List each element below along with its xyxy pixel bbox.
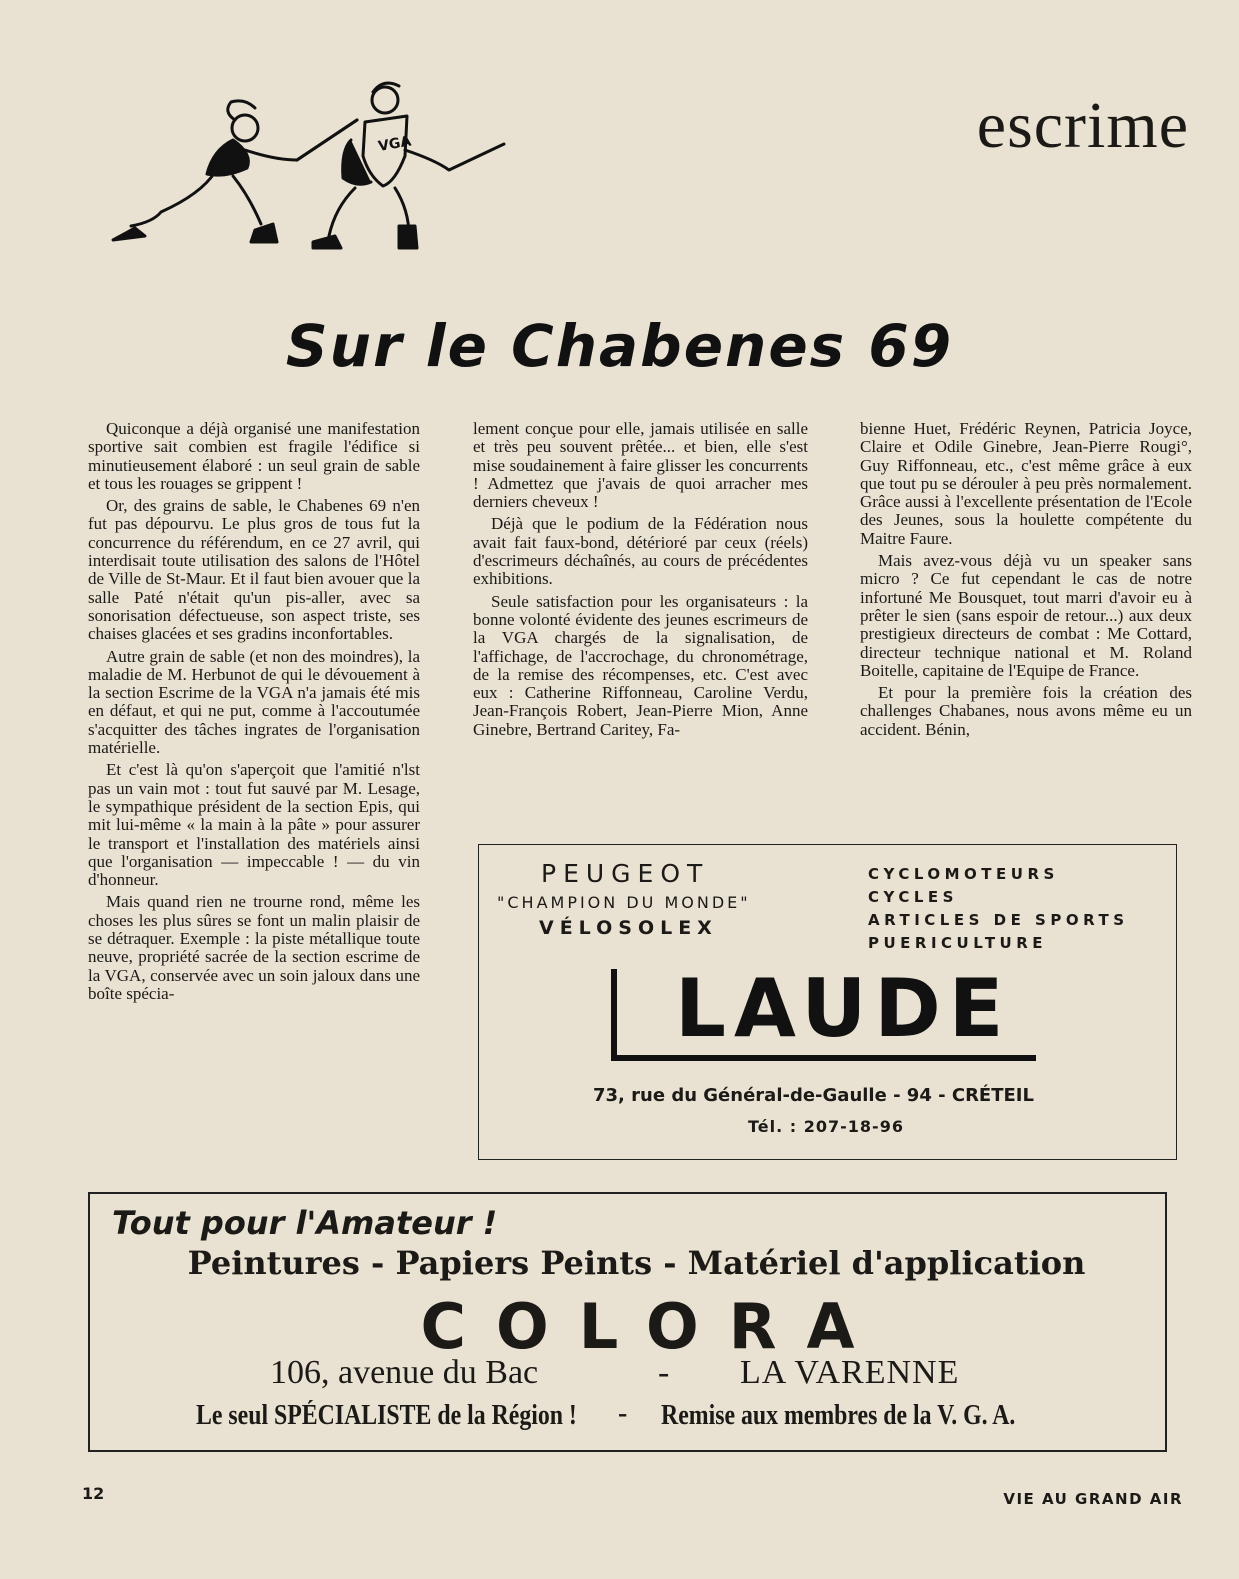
shield-text: VGA [377, 133, 413, 155]
product-list: Peintures - Papiers Peints - Matériel d'application [187, 1244, 1086, 1282]
article-column-2 [473, 420, 808, 743]
claude-logo-text: LAUDE [675, 962, 1012, 1055]
paragraph: Mais quand rien ne trourne rond, même les choses les plus sûres se font un malin plaisir de se détraquer. Exemple : la piste métallique toute neuve, propriété sacrée de la section escrime de la VGA, conservée avec un soin jaloux dans une boîte spécia- [88, 892, 420, 1003]
publication-name: VIE AU GRAND AIR [1003, 1490, 1183, 1508]
category-item: CYCLES [868, 888, 958, 906]
paragraph: Et c'est là qu'on s'aperçoit que l'amitié n'lst pas un vain mot : tout fut sauvé par M. Lesage, le sympathique président de la section Epis, qui mit lui-même « la main à la pâte » pour assurer le transport et l'installation des matériels ainsi que l'organisation — impeccable ! — du vin d'honneur. [88, 760, 420, 890]
shop-city: LA VARENNE [740, 1354, 960, 1391]
velosolex-brand: VÉLOSOLEX [539, 917, 718, 939]
article-column-1 [88, 420, 420, 1007]
category-item: ARTICLES DE SPORTS [868, 911, 1129, 929]
article-column-3 [860, 420, 1192, 743]
shop-address: 106, avenue du Bac [270, 1354, 539, 1391]
paragraph: Seule satisfaction pour les organisateurs : la bonne volonté évidente des jeunes escrimeurs de la VGA chargés de la signalisation, de l'affichage, de l'accrochage, du chronométrage, de la remise des récompenses, etc. C'est avec eux : Catherine Riffonneau, Caroline Verdu, Jean-François Robert, Jean-Pierre Mion, Anne Ginebre, Bertrand Caritey, Fa- [473, 591, 808, 739]
paragraph: Mais avez-vous déjà vu un speaker sans micro ? Ce fut cependant le cas de notre infortuné Me Bousquet, tout marri d'avoir eu à prêter le sien (sans espoir de retour...) aux deux prestigieux directeurs de combat : Me Cottard, directeur technique national et M. Roland Boitelle, capitaine de l'Equipe de France. [860, 551, 1192, 680]
slogan: "CHAMPION DU MONDE" [497, 893, 751, 912]
member-discount: Remise aux membres de la V. G. A. [661, 1400, 1016, 1431]
headline: Sur le Chabenes 69 [285, 312, 954, 380]
separator: - [658, 1354, 670, 1391]
category-list [868, 863, 1129, 955]
paragraph: Déjà que le podium de la Fédération nous avait fait faux-bond, détérioré par ceux (réels) d'escrimeurs déchaînés, au cours de précédentes exhibitions. [473, 514, 808, 589]
paragraph: lement conçue pour elle, jamais utilisée en salle et très peu souvent prêtée... et bien, elle s'est mise soudainement à faire glisser les concurrents ! Admettez que j'avais de quoi arracher mes derniers cheveux ! [473, 419, 808, 512]
paragraph: Quiconque a déjà organisé une manifestation sportive sait combien est fragile l'édifice si minutieusement élaboré : un seul grain de sable et tous les rouages se grippent ! [88, 419, 420, 493]
peugeot-brand: PEUGEOT [541, 859, 710, 888]
shop-address: 73, rue du Général-de-Gaulle - 94 - CRÉTEIL [593, 1085, 1034, 1106]
page-number: 12 [82, 1484, 105, 1503]
ad-tagline: Tout pour l'Amateur ! [112, 1204, 498, 1242]
specialist-claim: Le seul SPÉCIALISTE de la Région ! [196, 1400, 577, 1431]
paragraph: Autre grain de sable (et non des moindres), la maladie de M. Herbunot de qui le dévouement à la section Escrime de la VGA n'a jamais été mis en défaut, et qui ne put, comme à l'accoutumée s'acquitter des tâches ingrates de l'organisation matérielle. [88, 646, 420, 758]
shop-telephone: Tél. : 207-18-96 [748, 1117, 904, 1136]
paragraph: Et pour la première fois la création des challenges Chabanes, nous avons même eu un accident. Bénin, [860, 683, 1192, 739]
paragraph: bienne Huet, Frédéric Reynen, Patricia Joyce, Claire et Odile Ginebre, Jean-Pierre Rougi°, Guy Riffonneau, etc., c'est même grâce à eux que tout pu se dérouler à peu près normalement. Grâce aussi à l'excellente présentation de l'Ecole des Jeunes, sous la houlette compétente du Maitre Faure. [860, 419, 1192, 548]
section-title: escrime [976, 89, 1189, 162]
claude-logo [611, 962, 1036, 1061]
fencers-illustration-icon [105, 80, 510, 260]
paragraph: Or, des grains de sable, le Chabenes 69 n'en fut pas dépourvu. Le plus gros de tous fut la concurrence du référendum, en ce 27 avril, qui interdisait toute utilisation des salons de l'Hôtel de Ville de St-Maur. Et il faut bien avouer que la salle Paté n'était qu'un pis-aller, avec sa sonorisation défectueuse, son aspect triste, ses chaises glacées et ses gradins inconfortables. [88, 496, 420, 644]
category-item: CYCLOMOTEURS [868, 865, 1059, 883]
claude-advertisement [478, 844, 1177, 1160]
category-item: PUERICULTURE [868, 934, 1048, 952]
colora-advertisement [88, 1192, 1167, 1452]
shop-name: COLORA [420, 1290, 885, 1363]
separator: - [618, 1398, 628, 1429]
